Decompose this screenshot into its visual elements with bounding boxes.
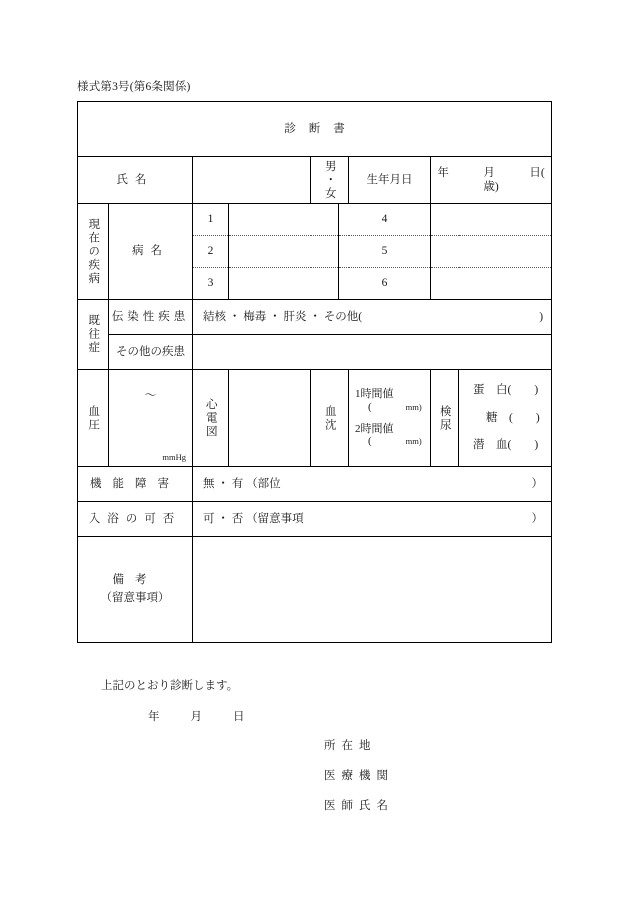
certification-date[interactable] (148, 708, 246, 724)
infectious-disease-label: 伝染性疾患 (109, 300, 193, 335)
bathing-options-text: 可 ・ 否 （留意事項 (203, 512, 304, 525)
blood-pressure-label: 血圧 (78, 370, 109, 467)
institution-label: 医療機関 (324, 770, 394, 782)
esr-hour1-field: ( mm) (368, 400, 422, 413)
document-title: 診断書 (78, 102, 552, 157)
esr-hour2-field: ( mm) (368, 435, 422, 448)
bathing-row (78, 502, 552, 537)
esr-label: 血沈 (311, 370, 349, 467)
disease-no-4: 4 (339, 204, 431, 236)
history-row-infectious (78, 300, 552, 335)
disease-name-sublabel: 病名 (109, 204, 193, 300)
birthdate-label: 生年月日 (349, 157, 431, 204)
other-disease-value[interactable] (193, 335, 552, 370)
birthdate-value[interactable]: 年 月 日( 歳) (431, 157, 552, 204)
name-value[interactable] (193, 157, 311, 204)
medical-certificate-table (77, 101, 580, 643)
disease-value-3[interactable] (229, 268, 339, 300)
esr-hour2 (355, 423, 430, 448)
impairment-options[interactable] (193, 467, 552, 502)
esr-hour1-label: 1時間値 (355, 388, 394, 401)
date-day-label: 日 (233, 711, 246, 723)
other-disease-label: その他の疾患 (109, 335, 193, 370)
urine-sugar: 糖 ( ) (486, 411, 540, 424)
current-disease-label: 現在の疾病 (78, 204, 109, 300)
infectious-disease-options[interactable] (193, 300, 552, 335)
ecg-label: 心電図 (193, 370, 229, 467)
disease-value-1[interactable] (229, 204, 339, 236)
disease-no-3: 3 (193, 268, 229, 300)
exam-row (78, 370, 552, 467)
remarks-label-main: 備考 (112, 574, 158, 587)
esr-values[interactable] (349, 370, 431, 467)
disease-no-6: 6 (339, 268, 431, 300)
disease-value-6[interactable] (431, 268, 552, 300)
remarks-row (78, 537, 552, 643)
urinalysis-label: 検尿 (431, 370, 459, 467)
title-row (78, 102, 552, 157)
remarks-value[interactable] (193, 537, 552, 643)
certification-statement: 上記のとおり診断します。 (101, 680, 239, 692)
impairment-options-close: ） (531, 477, 544, 490)
blood-pressure-value[interactable] (109, 370, 193, 467)
urine-protein: 蛋 白( ) (473, 384, 539, 397)
impairment-row (78, 467, 552, 502)
date-month-label: 月 (190, 711, 203, 723)
address-label: 所在地 (324, 740, 377, 752)
infectious-options-close: ) (539, 310, 544, 323)
disease-value-5[interactable] (431, 236, 552, 268)
sex-cell[interactable] (311, 157, 349, 204)
blood-pressure-unit: mmHg (162, 452, 186, 463)
blood-pressure-range: 〜 (144, 388, 157, 402)
impairment-label: 機能障害 (78, 467, 193, 502)
disease-no-2: 2 (193, 236, 229, 268)
disease-value-2[interactable] (229, 236, 339, 268)
name-row (78, 157, 552, 204)
bathing-label: 入浴の可否 (78, 502, 193, 537)
history-label: 既往症 (78, 300, 109, 370)
date-year-label: 年 (148, 711, 161, 723)
disease-value-4[interactable] (431, 204, 552, 236)
infectious-options-text: 結核 ・ 梅毒 ・ 肝炎 ・ その他( (203, 310, 363, 323)
esr-hour2-label: 2時間値 (355, 422, 394, 435)
ecg-value[interactable] (229, 370, 311, 467)
remarks-label-sub: （留意事項） (100, 591, 170, 604)
impairment-options-text: 無 ・ 有 （部位 (203, 477, 281, 490)
bathing-options[interactable] (193, 502, 552, 537)
name-label: 氏名 (78, 157, 193, 204)
esr-hour1 (355, 388, 430, 413)
urinalysis-values[interactable] (459, 370, 552, 467)
disease-no-5: 5 (339, 236, 431, 268)
form-number: 様式第3号(第6条関係) (77, 81, 191, 93)
sex-label: 男・女 (323, 159, 336, 201)
urine-occult-blood: 潜 血( ) (473, 439, 539, 452)
doctor-name-label: 医師氏名 (324, 800, 394, 812)
remarks-label (78, 537, 193, 643)
disease-no-1: 1 (193, 204, 229, 236)
current-disease-row-1 (78, 204, 552, 236)
history-row-other (78, 335, 552, 370)
bathing-options-close: ） (531, 512, 544, 525)
